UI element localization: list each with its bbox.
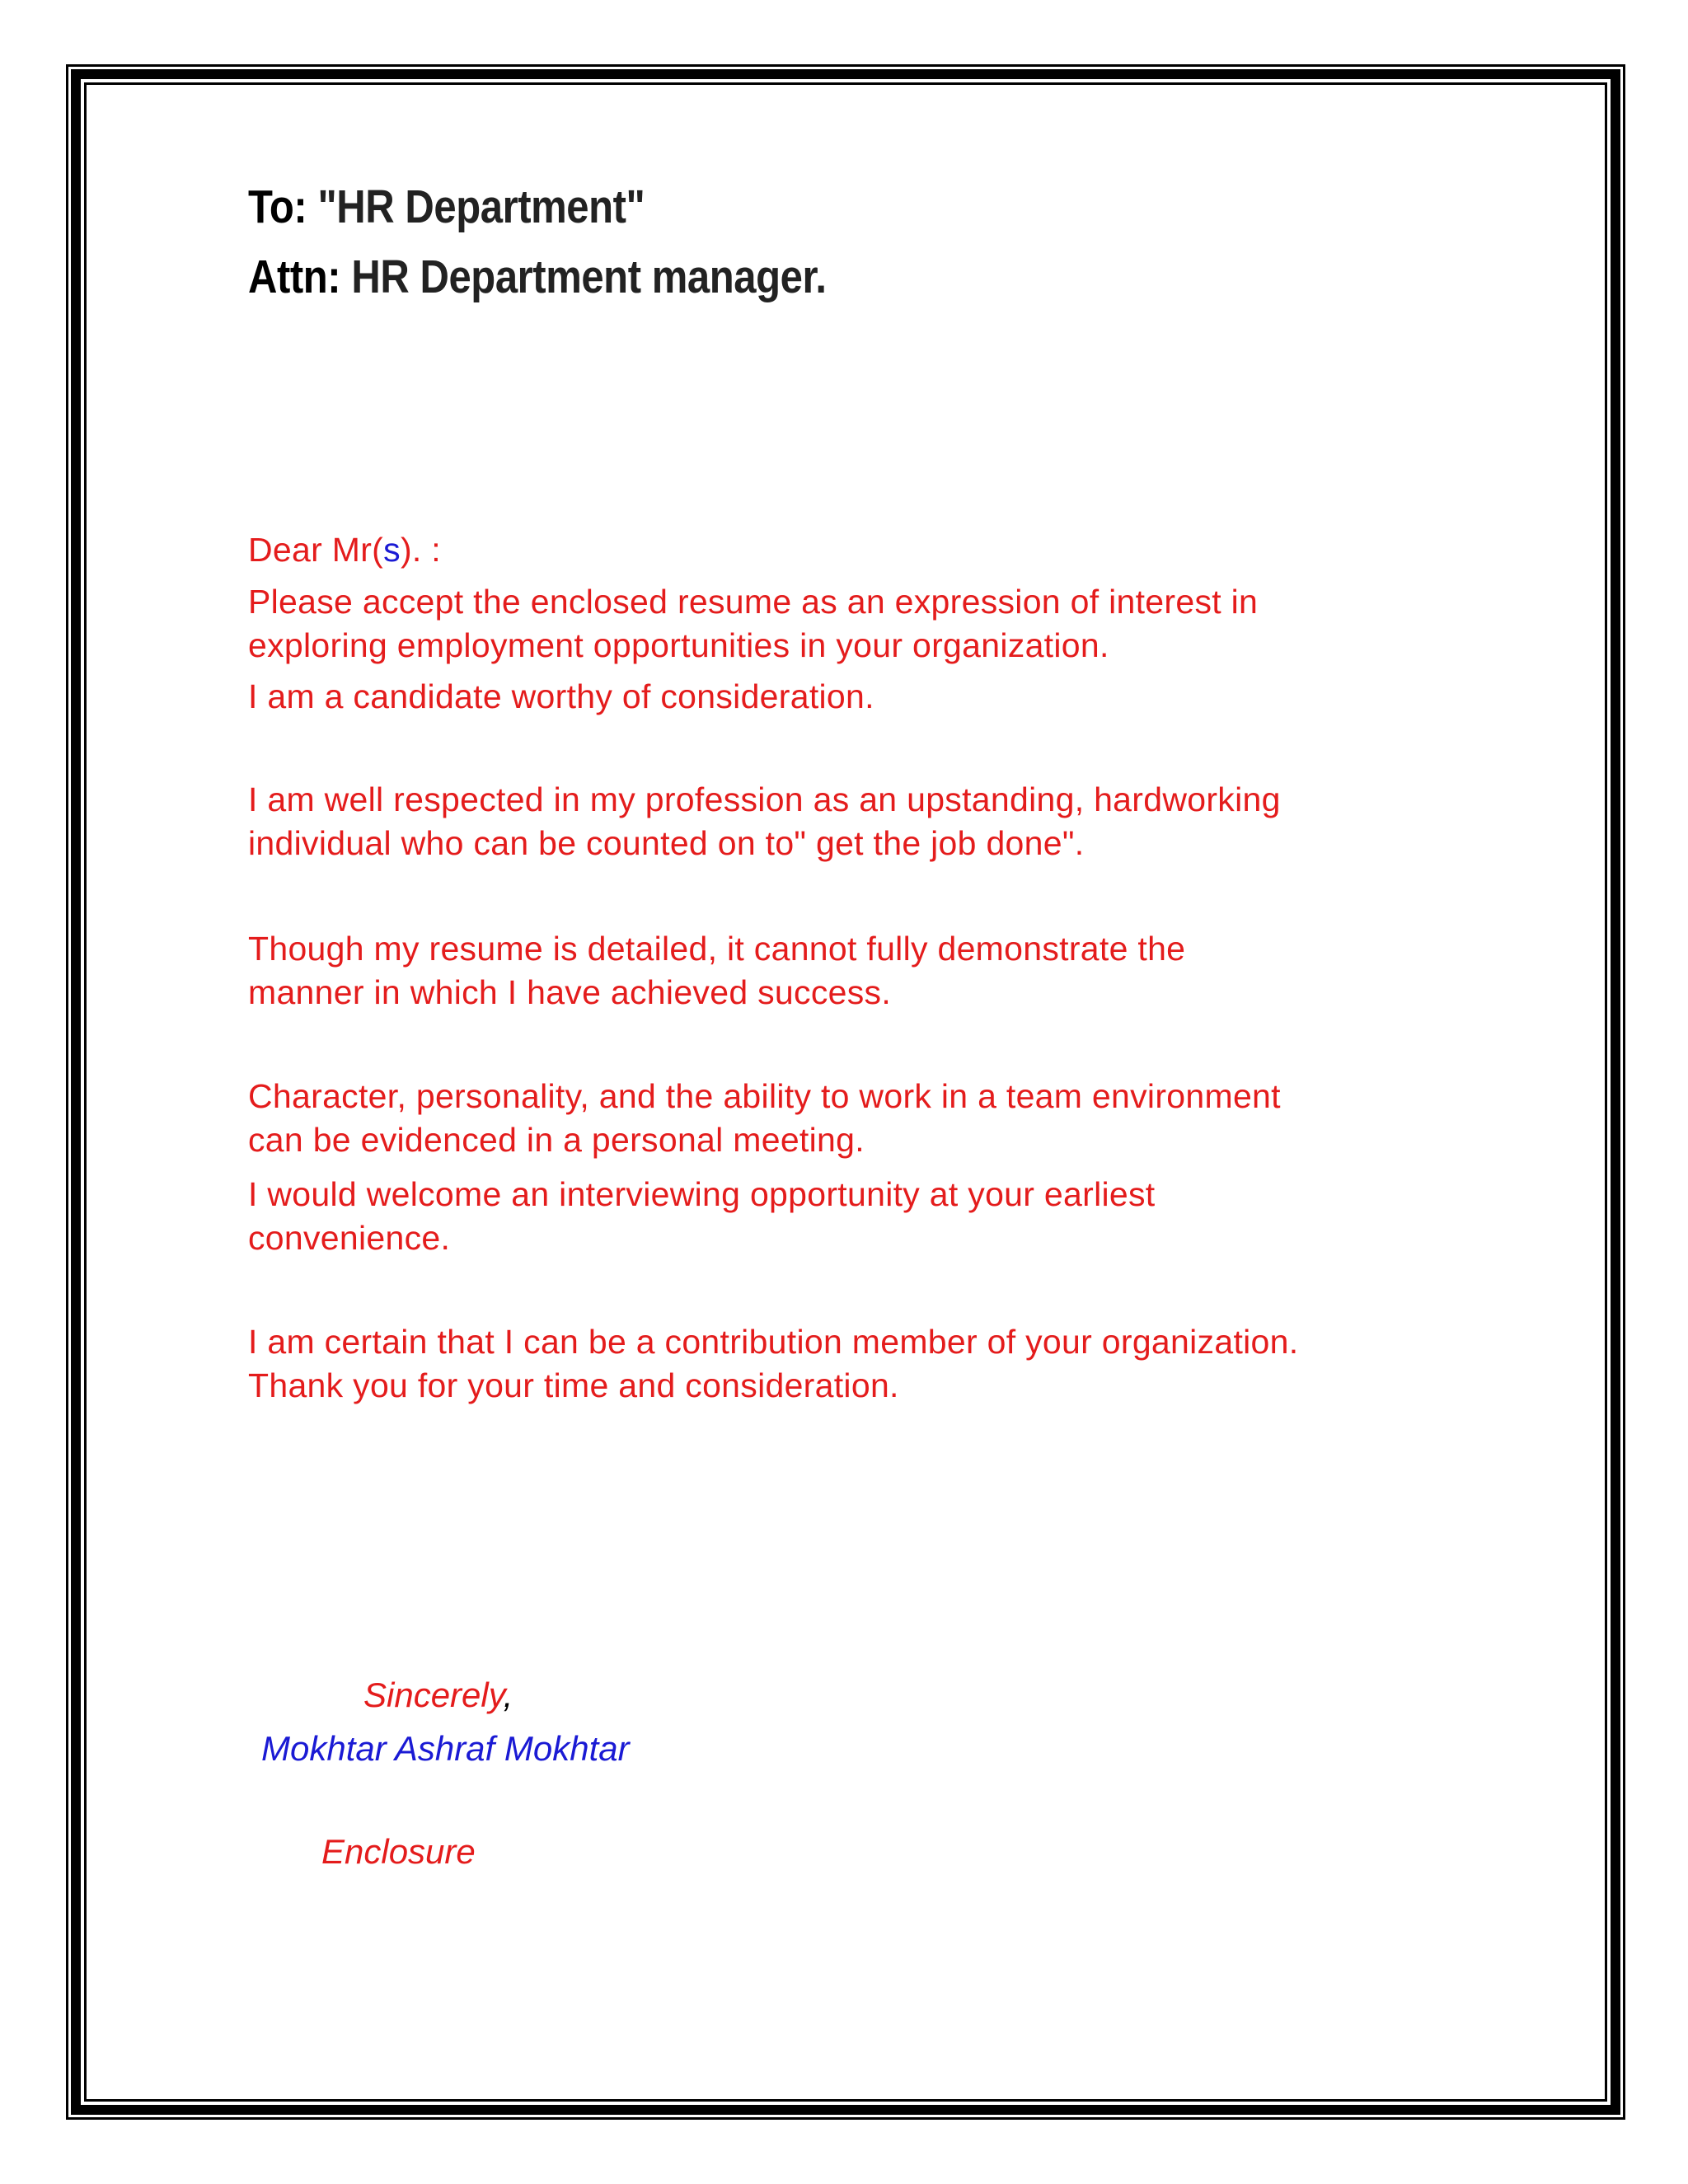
attn-value: HR Department manager. bbox=[351, 251, 827, 303]
closing bbox=[363, 1675, 513, 1715]
paragraph-candidate bbox=[248, 675, 1534, 719]
signer-name: Mokhtar Ashraf Mokhtar bbox=[261, 1729, 630, 1768]
paragraph-respected bbox=[248, 778, 1534, 865]
letter-line-8: Character, personality, and the ability to work in a team environment bbox=[248, 1077, 1281, 1115]
letter-line-12: I am certain that I can be a contribution member of your organization. bbox=[248, 1323, 1299, 1361]
attn-line bbox=[248, 250, 827, 304]
letter-line-9: can be evidenced in a personal meeting. bbox=[248, 1121, 865, 1159]
letter-line-1: Please accept the enclosed resume as an expression of interest in bbox=[248, 583, 1259, 621]
letter-line-5: individual who can be counted on to" get the job done". bbox=[248, 824, 1085, 862]
paragraph-interest bbox=[248, 580, 1534, 668]
letter-line-4: I am well respected in my profession as an upstanding, hardworking bbox=[248, 780, 1281, 818]
greeting-prefix: Dear Mr( bbox=[248, 531, 384, 569]
to-value: "HR Department" bbox=[317, 180, 645, 233]
letter-line-6: Though my resume is detailed, it cannot fully demonstrate the bbox=[248, 930, 1186, 968]
greeting bbox=[248, 528, 1534, 572]
closing-punct: , bbox=[503, 1675, 513, 1714]
paragraph-resume bbox=[248, 927, 1534, 1015]
letter-line-3: I am a candidate worthy of consideration. bbox=[248, 677, 874, 715]
letter-line-10: I would welcome an interviewing opportunity at your earliest bbox=[248, 1175, 1156, 1213]
paragraph-closing bbox=[248, 1320, 1534, 1408]
to-line bbox=[248, 180, 645, 234]
greeting-suffix: ). : bbox=[400, 531, 441, 569]
letter-line-11: convenience. bbox=[248, 1219, 451, 1257]
letter-line-7: manner in which I have achieved success. bbox=[248, 973, 892, 1011]
enclosure-note: Enclosure bbox=[321, 1832, 476, 1871]
greeting-highlight: s bbox=[383, 531, 401, 569]
letter-line-13: Thank you for your time and consideration. bbox=[248, 1366, 899, 1404]
closing-word: Sincerely bbox=[363, 1675, 504, 1714]
paragraph-interview bbox=[248, 1173, 1534, 1260]
to-label: To: bbox=[248, 180, 307, 233]
letter-line-2: exploring employment opportunities in your organization. bbox=[248, 626, 1109, 664]
attn-label: Attn: bbox=[248, 251, 341, 303]
paragraph-character bbox=[248, 1075, 1534, 1162]
